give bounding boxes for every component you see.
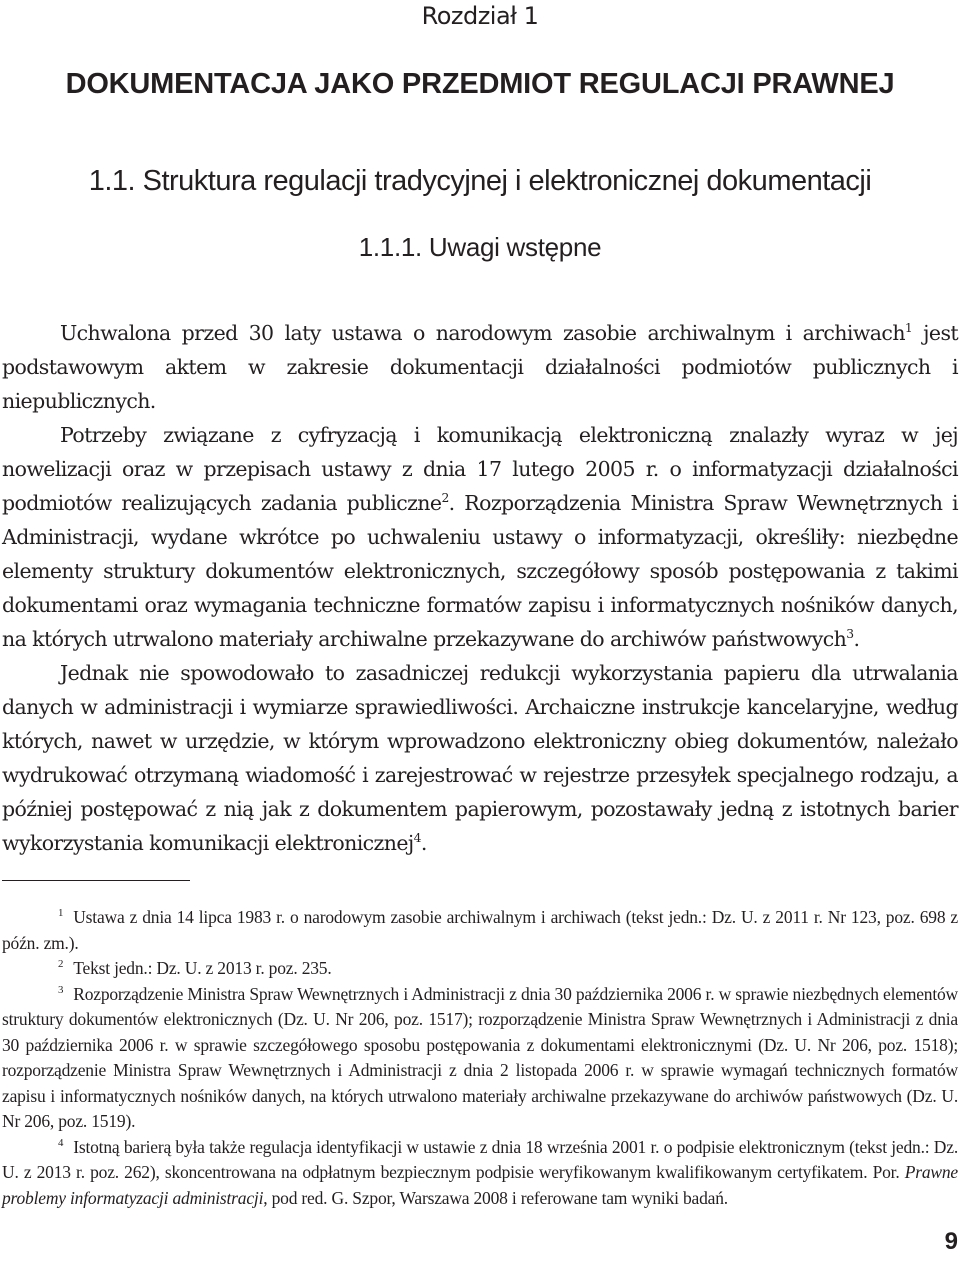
- footnote-ref-2: 2: [441, 491, 449, 506]
- footnote-text: Tekst jedn.: Dz. U. z 2013 r. poz. 235.: [73, 958, 332, 978]
- chapter-label: Rozdział 1: [421, 2, 539, 30]
- page-number: 9: [944, 1228, 958, 1255]
- footnote-book-title: Prawne problemy informatyzacji administracji: [2, 1162, 958, 1208]
- chapter-title: DOKUMENTACJA JAKO PRZEDMIOT REGULACJI PRAWNEJ: [65, 68, 895, 100]
- footnote-number: 3: [58, 983, 64, 996]
- footnote-2: [2, 956, 958, 982]
- body-text: [2, 316, 958, 860]
- footnote-number: 1: [58, 907, 64, 920]
- footnote-3: [2, 982, 958, 1135]
- footnote-text: Rozporządzenie Ministra Spraw Wewnętrznych i Administracji z dnia 30 października 2006 r. w sprawie niezbędnych elementów struktury dokumentów elektronicznych (Dz. U. Nr 206, poz. 1517); rozporządzenie Ministra Spraw Wewnętrznych i Administracji z dnia 30 października 2006 r. w sprawie szczegółowego sposobu postępowania z dokumentami elektronicznymi (Dz. U. Nr 206, poz. 1518); rozporządzenie Ministra Spraw Wewnętrznych i Administracji z dnia 2 listopada 2006 r. w sprawie wymagań technicznych formatów zapisu i informatycznych nośników danych, na których utrwalono materiały archiwalne przekazywane do archiwów państwowych (Dz. U. Nr 206, poz. 1519).: [2, 983, 958, 1131]
- footnote-ref-1: 1: [904, 321, 913, 336]
- footnote-ref-3: 3: [846, 627, 854, 642]
- footnote-number: 4: [58, 1136, 64, 1149]
- section-heading: 1.1. Struktura regulacji tradycyjnej i elektronicznej dokumentacji: [88, 165, 872, 197]
- footnotes: [2, 905, 958, 1211]
- paragraph-3-end: .: [420, 831, 427, 855]
- footnote-1: [2, 905, 958, 956]
- paragraph-2-end: .: [853, 627, 860, 651]
- footnote-text: Istotną barierą była także regulacja identyfikacji w ustawie z dnia 18 września 2001 r. o podpisie elektronicznym (tekst jedn.: Dz. U. z 2013 r. poz. 262), skoncentrowana na odpłatnym bezpiecznym podpisie weryfikowanym kwalifikowanym certyfikatem. Por.: [2, 1136, 958, 1182]
- footnote-4: [2, 1135, 958, 1212]
- paragraph-1: [2, 316, 958, 418]
- paragraph-2-text: Potrzeby związane z cyfryzacją i komunikacją elektroniczną znalazły wyraz w jej nowelizacji oraz w przepisach ustawy z dnia 17 lutego 2005 r. o informatyzacji działalności podmiotów realizujących zadania publiczne: [2, 423, 958, 515]
- paragraph-3: [2, 656, 958, 860]
- footnote-divider: [2, 880, 190, 881]
- footnote-tail: , pod red. G. Szpor, Warszawa 2008 i referowane tam wyniki badań.: [263, 1187, 728, 1208]
- paragraph-2: [2, 418, 958, 656]
- paragraph-2-mid: . Rozporządzenia Ministra Spraw Wewnętrznych i Administracji, wydane wkrótce po uchwaleniu ustawy o informatyzacji, określiły: niezbędne elementy struktury dokumentów elektronicznych, szczegółowy sposób postępowania z takimi dokumentami oraz wymagania techniczne formatów zapisu i informatycznych nośników danych, na których utrwalono materiały archiwalne przekazywane do archiwów państwowych: [2, 491, 959, 651]
- footnote-number: 2: [58, 958, 64, 971]
- paragraph-1-tail: jest podstawowym aktem w zakresie dokumentacji działalności podmiotów publicznych i niepublicznych.: [2, 321, 958, 413]
- paragraph-3-text: Jednak nie spowodowało to zasadniczej redukcji wykorzystania papieru dla utrwalania danych w administracji i wymiarze sprawiedliwości. Archaiczne instrukcje kancelaryjne, według których, nawet w urzędzie, w którym wprowadzono elektroniczny obieg dokumentów, należało wydrukować otrzymaną wiadomość i zarejestrować w rejestrze przesyłek specjalnego rodzaju, a później postępować z nią jak z dokumentem papierowym, pozostawały jedną z istotnych barier wykorzystania komunikacji elektronicznej: [2, 661, 958, 855]
- paragraph-1-text: Uchwalona przed 30 laty ustawa o narodowym zasobie archiwalnym i archiwach: [60, 321, 905, 345]
- footnote-ref-4: 4: [413, 831, 421, 846]
- footnote-text: Ustawa z dnia 14 lipca 1983 r. o narodowym zasobie archiwalnym i archiwach (tekst jedn.: Dz. U. z 2011 r. Nr 123, poz. 698 z późn. zm.).: [2, 907, 958, 953]
- subsection-heading: 1.1.1. Uwagi wstępne: [358, 232, 602, 262]
